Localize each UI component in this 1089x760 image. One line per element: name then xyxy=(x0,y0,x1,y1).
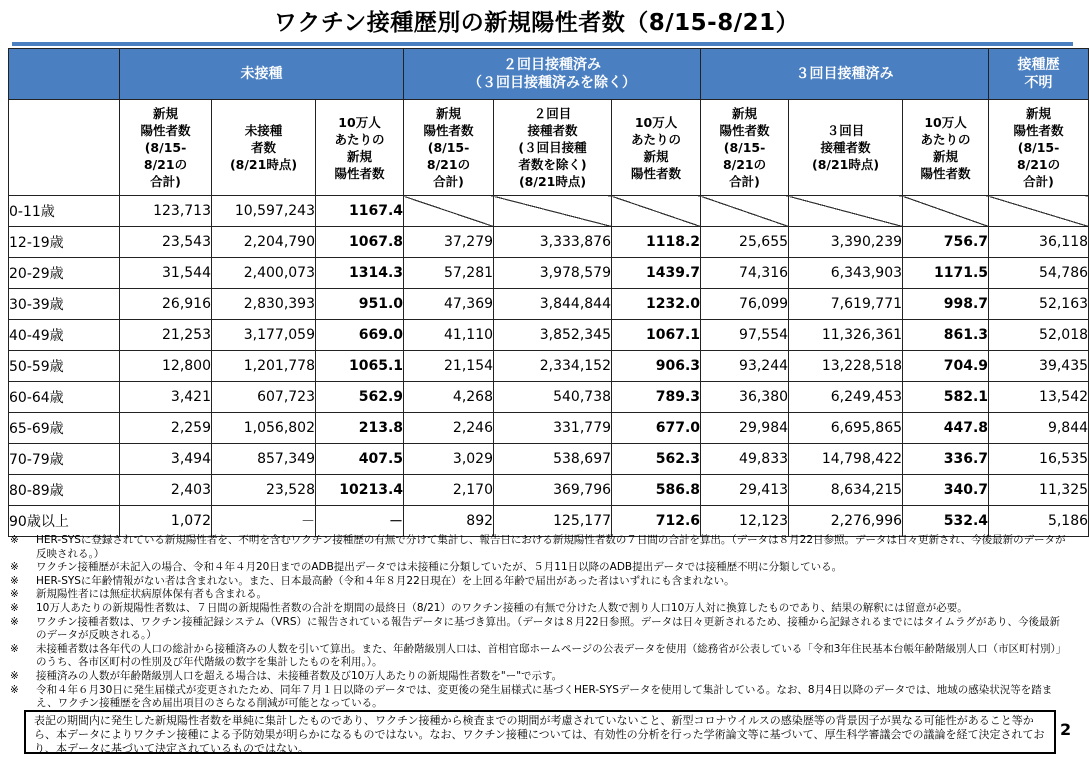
value-cell: 1065.1 xyxy=(316,351,404,382)
value-cell: 2,830,393 xyxy=(212,289,316,320)
subheader-line: 10万人 xyxy=(924,114,967,130)
subheader-line: 新規 xyxy=(436,106,462,121)
table-row xyxy=(9,227,1089,258)
value-cell: 125,177 xyxy=(494,506,612,537)
value-cell: 3,390,239 xyxy=(789,227,903,258)
value-cell: 1118.2 xyxy=(612,227,701,258)
table-row xyxy=(9,258,1089,289)
subheader-line: 新規 xyxy=(347,148,373,164)
value-cell: 906.3 xyxy=(612,351,701,382)
subheader-line: 新規 xyxy=(152,106,178,121)
subheader-line: 10万人 xyxy=(634,114,678,130)
subheader-unvax-count xyxy=(212,100,316,196)
value-cell: 29,984 xyxy=(701,413,789,444)
note-mark: ※ xyxy=(10,683,19,696)
value-cell: 586.8 xyxy=(612,475,701,506)
value-cell: 369,796 xyxy=(494,475,612,506)
value-cell: 97,554 xyxy=(701,320,789,351)
value-cell: 3,029 xyxy=(404,444,494,475)
note-text: ワクチン接種者数は、ワクチン接種記録システム（VRS）に報告されている報告データに基づき算出。（データは８月22日参照。データは日々更新されるため、接種から記録されるまでにはタイムラグがあり、今後最新のデータが反映される。） xyxy=(36,615,1061,642)
value-cell: 49,833 xyxy=(701,444,789,475)
table-row xyxy=(9,413,1089,444)
subheader-line: (8/21時点) xyxy=(811,157,880,172)
note-mark: ※ xyxy=(10,601,19,614)
value-cell: 47,369 xyxy=(404,289,494,320)
page-number: 2 xyxy=(1060,720,1072,739)
table-row xyxy=(9,320,1089,351)
subheader-dose2-new-cases xyxy=(404,100,494,196)
value-cell: 1232.0 xyxy=(612,289,701,320)
vaccination-table xyxy=(8,48,1089,537)
value-cell: 6,249,453 xyxy=(789,382,903,413)
value-cell: 12,800 xyxy=(120,351,212,382)
note-text: HER-SYSに登録されている新規陽性者を、不明を含むワクチン接種歴の有無で分けて集計し、報告日における新規陽性者数の７日間の合計を算出。（データは８月22日参照。データは日々更新され、今後最新のデータが反映される。） xyxy=(36,534,1066,560)
notes-section xyxy=(10,534,1070,711)
subheader-line: 陽性者数 xyxy=(1013,123,1064,138)
note-mark: ※ xyxy=(10,615,19,628)
value-cell: － xyxy=(316,506,404,537)
value-cell: 14,798,422 xyxy=(789,444,903,475)
value-cell: 562.9 xyxy=(316,382,404,413)
group-header-unknown-line1: 接種歴 xyxy=(1017,57,1060,73)
value-cell: 12,123 xyxy=(701,506,789,537)
subheader-line: (8/21時点) xyxy=(229,157,298,172)
value-cell: 52,018 xyxy=(989,320,1089,351)
age-group-cell: 30-39歳 xyxy=(9,289,120,320)
note-mark: ※ xyxy=(10,669,19,682)
age-group-cell: 65-69歳 xyxy=(9,413,120,444)
age-group-cell: 90歳以上 xyxy=(9,506,120,537)
table-body xyxy=(9,196,1089,537)
value-cell: 13,228,518 xyxy=(789,351,903,382)
value-cell: 1314.3 xyxy=(316,258,404,289)
note-text: ワクチン接種歴が未記入の場合、令和４年４月20日までのADB提出データでは未接種に分類していたが、５月11日以降のADB提出データでは接種歴不明に分類している。 xyxy=(36,561,843,574)
note-item xyxy=(10,561,1070,575)
value-cell: 562.3 xyxy=(612,444,701,475)
group-header-unknown-line2: 不明 xyxy=(1024,75,1053,91)
value-cell: 10,597,243 xyxy=(212,196,316,227)
subheader-line: 未接種 xyxy=(244,123,283,138)
subheader-line: 8/21の xyxy=(1016,157,1061,172)
value-cell: 331,779 xyxy=(494,413,612,444)
value-cell: 340.7 xyxy=(903,475,989,506)
subheader-line: (３回目接種 xyxy=(518,140,587,155)
value-cell: 6,343,903 xyxy=(789,258,903,289)
value-cell: 1067.8 xyxy=(316,227,404,258)
table-row xyxy=(9,444,1089,475)
value-cell: 861.3 xyxy=(903,320,989,351)
not-applicable-cell xyxy=(612,196,701,227)
value-cell: 2,259 xyxy=(120,413,212,444)
subheader-line: (8/21時点) xyxy=(518,174,587,189)
value-cell: 23,528 xyxy=(212,475,316,506)
value-cell: 2,334,152 xyxy=(494,351,612,382)
value-cell: 2,170 xyxy=(404,475,494,506)
value-cell: 998.7 xyxy=(903,289,989,320)
age-group-cell: 20-29歳 xyxy=(9,258,120,289)
value-cell: － xyxy=(212,506,316,537)
value-cell: 3,978,579 xyxy=(494,258,612,289)
value-cell: 3,852,345 xyxy=(494,320,612,351)
value-cell: 3,494 xyxy=(120,444,212,475)
corner-header xyxy=(9,49,120,100)
subheader-line: 合計) xyxy=(150,174,181,189)
subheader-line: 8/21の xyxy=(722,157,767,172)
value-cell: 36,118 xyxy=(989,227,1089,258)
value-cell: 25,655 xyxy=(701,227,789,258)
note-item xyxy=(10,643,1070,670)
value-cell: 677.0 xyxy=(612,413,701,444)
value-cell: 336.7 xyxy=(903,444,989,475)
value-cell: 2,403 xyxy=(120,475,212,506)
note-text: 新規陽性者には無症状病原体保有者も含まれる。 xyxy=(36,588,267,601)
note-mark: ※ xyxy=(10,534,19,546)
note-item xyxy=(10,588,1070,602)
value-cell: 1167.4 xyxy=(316,196,404,227)
subheader-dose3-per100k xyxy=(903,100,989,196)
table-row xyxy=(9,351,1089,382)
subheader-line: (8/15- xyxy=(1017,140,1060,155)
value-cell: 3,177,059 xyxy=(212,320,316,351)
note-item xyxy=(10,616,1070,643)
page-title: ワクチン接種歴別の新規陽性者数（8/15-8/21） xyxy=(273,10,800,36)
value-cell: 1171.5 xyxy=(903,258,989,289)
note-item xyxy=(10,575,1070,589)
subheader-line: 接種者数 xyxy=(820,140,871,155)
value-cell: 21,253 xyxy=(120,320,212,351)
age-group-cell: 50-59歳 xyxy=(9,351,120,382)
value-cell: 8,634,215 xyxy=(789,475,903,506)
not-applicable-cell xyxy=(903,196,989,227)
value-cell: 789.3 xyxy=(612,382,701,413)
value-cell: 31,544 xyxy=(120,258,212,289)
age-group-cell: 0-11歳 xyxy=(9,196,120,227)
note-item xyxy=(10,534,1070,561)
subheader-dose2-per100k xyxy=(612,100,701,196)
group-header-dose2-line1: ２回目接種済み xyxy=(503,57,602,73)
subheader-line: あたりの xyxy=(631,131,682,147)
value-cell: 36,380 xyxy=(701,382,789,413)
not-applicable-cell xyxy=(404,196,494,227)
subheader-line: (8/15- xyxy=(144,140,187,155)
note-item xyxy=(10,684,1070,711)
value-cell: 11,325 xyxy=(989,475,1089,506)
value-cell: 93,244 xyxy=(701,351,789,382)
subheader-line: 者数 xyxy=(250,140,276,155)
not-applicable-cell xyxy=(701,196,789,227)
subheader-unvax-new-cases xyxy=(120,100,212,196)
value-cell: 1,072 xyxy=(120,506,212,537)
group-header-row xyxy=(9,49,1089,100)
value-cell: 5,186 xyxy=(989,506,1089,537)
subheader-line: 合計) xyxy=(433,174,464,189)
note-mark: ※ xyxy=(10,642,19,655)
disclaimer-box: 表記の期間内に発生した新規陽性者数を単純に集計したものであり、ワクチン接種から検査までの期間が考慮されていないこと、新型コロナウイルスの感染歴等の背景因子が異なる可能性があること等から、本データによりワクチン接種による予防効果が明らかになるものではない。なお、ワクチン接種については、有効性の分析を行った学術論文等に基づいて、厚生科学審議会での議論を経て決定されており、本データに基づいて決定されているものではない。 xyxy=(24,710,1056,754)
value-cell: 7,619,771 xyxy=(789,289,903,320)
not-applicable-cell xyxy=(789,196,903,227)
group-header-dose2-line2: （３回目接種済みを除く） xyxy=(468,75,637,91)
group-header-unknown xyxy=(989,49,1089,100)
note-text: HER-SYSに年齢情報がない者は含まれない。また、日本最高齢（令和４年８月22日現在）を上回る年齢で届出があった者はいずれにも含まれない。 xyxy=(36,574,735,587)
title-underline xyxy=(12,42,1073,46)
subheader-line: 陽性者数 xyxy=(334,165,385,181)
value-cell: 213.8 xyxy=(316,413,404,444)
note-text: 未接種者数は各年代の人口の総計から接種済みの人数を引いて算出。また、年齢階級別人口は、首相官邸ホームページの公表データを使用（総務省が公表している「令和3年住民基本台帳年齢階級別人口（市区町村別）」のうち、各市区町村の性別及び年代階級の数字を集計したものを利用。）。 xyxy=(36,642,1067,669)
value-cell: 712.6 xyxy=(612,506,701,537)
subheader-line: 陽性者数 xyxy=(631,165,682,181)
corner-subheader xyxy=(9,100,120,196)
note-item xyxy=(10,670,1070,684)
subheader-line: 8/21の xyxy=(426,157,471,172)
subheader-line: 新規 xyxy=(933,148,959,164)
subheader-line: 陽性者数 xyxy=(920,165,971,181)
note-mark: ※ xyxy=(10,561,19,574)
subheader-line: 合計) xyxy=(1023,174,1054,189)
value-cell: 39,435 xyxy=(989,351,1089,382)
age-group-cell: 60-64歳 xyxy=(9,382,120,413)
note-text: 令和４年６月30日に発生届様式が変更されたため、同年７月１日以降のデータでは、変更後の発生届様式に基づくHER-SYSデータを使用して集計している。なお、8月4日以降のデータでは、地域の感染状況等を踏まえ、ワクチン接種歴を含め届出項目のさらなる削減が可能となっている。 xyxy=(36,683,1053,710)
subheader-line: あたりの xyxy=(920,131,971,147)
table-row xyxy=(9,475,1089,506)
age-group-cell: 40-49歳 xyxy=(9,320,120,351)
age-group-cell: 80-89歳 xyxy=(9,475,120,506)
value-cell: 607,723 xyxy=(212,382,316,413)
note-item xyxy=(10,602,1070,616)
value-cell: 2,246 xyxy=(404,413,494,444)
value-cell: 76,099 xyxy=(701,289,789,320)
table-row xyxy=(9,196,1089,227)
subheader-line: 陽性者数 xyxy=(140,123,191,138)
note-text: 10万人あたりの新規陽性者数は、７日間の新規陽性者数の合計を期間の最終日（8/21）のワクチン接種の有無で分けた人数で割り人口10万人対に換算したものであり、結果の解釈には留意が必要。 xyxy=(36,601,968,614)
subheader-line: ３回目 xyxy=(826,123,865,138)
subheader-line: 新規 xyxy=(732,106,758,121)
value-cell: 892 xyxy=(404,506,494,537)
subheader-line: 者数を除く) xyxy=(518,157,587,172)
value-cell: 3,421 xyxy=(120,382,212,413)
value-cell: 57,281 xyxy=(404,258,494,289)
age-group-cell: 70-79歳 xyxy=(9,444,120,475)
group-header-unvaccinated: 未接種 xyxy=(120,49,404,100)
group-header-dose2 xyxy=(404,49,701,100)
group-header-dose3: ３回目接種済み xyxy=(701,49,989,100)
subheader-dose3-new-cases xyxy=(701,100,789,196)
value-cell: 407.5 xyxy=(316,444,404,475)
subheader-dose3-count xyxy=(789,100,903,196)
value-cell: 2,400,073 xyxy=(212,258,316,289)
value-cell: 582.1 xyxy=(903,382,989,413)
value-cell: 1439.7 xyxy=(612,258,701,289)
value-cell: 16,535 xyxy=(989,444,1089,475)
value-cell: 123,713 xyxy=(120,196,212,227)
value-cell: 1,201,778 xyxy=(212,351,316,382)
subheader-line: あたりの xyxy=(334,131,385,147)
value-cell: 37,279 xyxy=(404,227,494,258)
value-cell: 11,326,361 xyxy=(789,320,903,351)
value-cell: 756.7 xyxy=(903,227,989,258)
value-cell: 41,110 xyxy=(404,320,494,351)
subheader-unknown-new-cases xyxy=(989,100,1089,196)
age-group-cell: 12-19歳 xyxy=(9,227,120,258)
not-applicable-cell xyxy=(989,196,1089,227)
value-cell: 538,697 xyxy=(494,444,612,475)
value-cell: 532.4 xyxy=(903,506,989,537)
note-mark: ※ xyxy=(10,574,19,587)
value-cell: 13,542 xyxy=(989,382,1089,413)
table-row xyxy=(9,382,1089,413)
value-cell: 540,738 xyxy=(494,382,612,413)
note-mark: ※ xyxy=(10,588,19,601)
value-cell: 9,844 xyxy=(989,413,1089,444)
not-applicable-cell xyxy=(494,196,612,227)
subheader-line: 10万人 xyxy=(338,114,381,130)
subheader-line: 合計) xyxy=(729,174,760,189)
table-row xyxy=(9,506,1089,537)
sub-header-row xyxy=(9,100,1089,196)
value-cell: 1,056,802 xyxy=(212,413,316,444)
value-cell: 447.8 xyxy=(903,413,989,444)
value-cell: 23,543 xyxy=(120,227,212,258)
subheader-line: 陽性者数 xyxy=(423,123,474,138)
value-cell: 21,154 xyxy=(404,351,494,382)
subheader-line: 陽性者数 xyxy=(719,123,770,138)
value-cell: 3,333,876 xyxy=(494,227,612,258)
value-cell: 669.0 xyxy=(316,320,404,351)
value-cell: 6,695,865 xyxy=(789,413,903,444)
subheader-unvax-per100k xyxy=(316,100,404,196)
subheader-line: ２回目 xyxy=(533,106,572,121)
value-cell: 1067.1 xyxy=(612,320,701,351)
value-cell: 857,349 xyxy=(212,444,316,475)
value-cell: 26,916 xyxy=(120,289,212,320)
note-text: 接種済みの人数が年齢階級別人口を超える場合は、未接種者数及び10万人あたりの新規陽性者数を"ー"で示す。 xyxy=(36,669,563,682)
subheader-dose2-count xyxy=(494,100,612,196)
value-cell: 2,204,790 xyxy=(212,227,316,258)
value-cell: 10213.4 xyxy=(316,475,404,506)
value-cell: 2,276,996 xyxy=(789,506,903,537)
table-row xyxy=(9,289,1089,320)
value-cell: 704.9 xyxy=(903,351,989,382)
value-cell: 54,786 xyxy=(989,258,1089,289)
subheader-line: 新規 xyxy=(1026,106,1052,121)
subheader-line: (8/15- xyxy=(723,140,766,155)
value-cell: 74,316 xyxy=(701,258,789,289)
subheader-line: (8/15- xyxy=(427,140,470,155)
value-cell: 52,163 xyxy=(989,289,1089,320)
vaccination-table-container xyxy=(8,48,1089,533)
value-cell: 4,268 xyxy=(404,382,494,413)
subheader-line: 8/21の xyxy=(143,157,188,172)
value-cell: 3,844,844 xyxy=(494,289,612,320)
value-cell: 951.0 xyxy=(316,289,404,320)
value-cell: 29,413 xyxy=(701,475,789,506)
subheader-line: 新規 xyxy=(643,148,669,164)
subheader-line: 接種者数 xyxy=(527,123,578,138)
